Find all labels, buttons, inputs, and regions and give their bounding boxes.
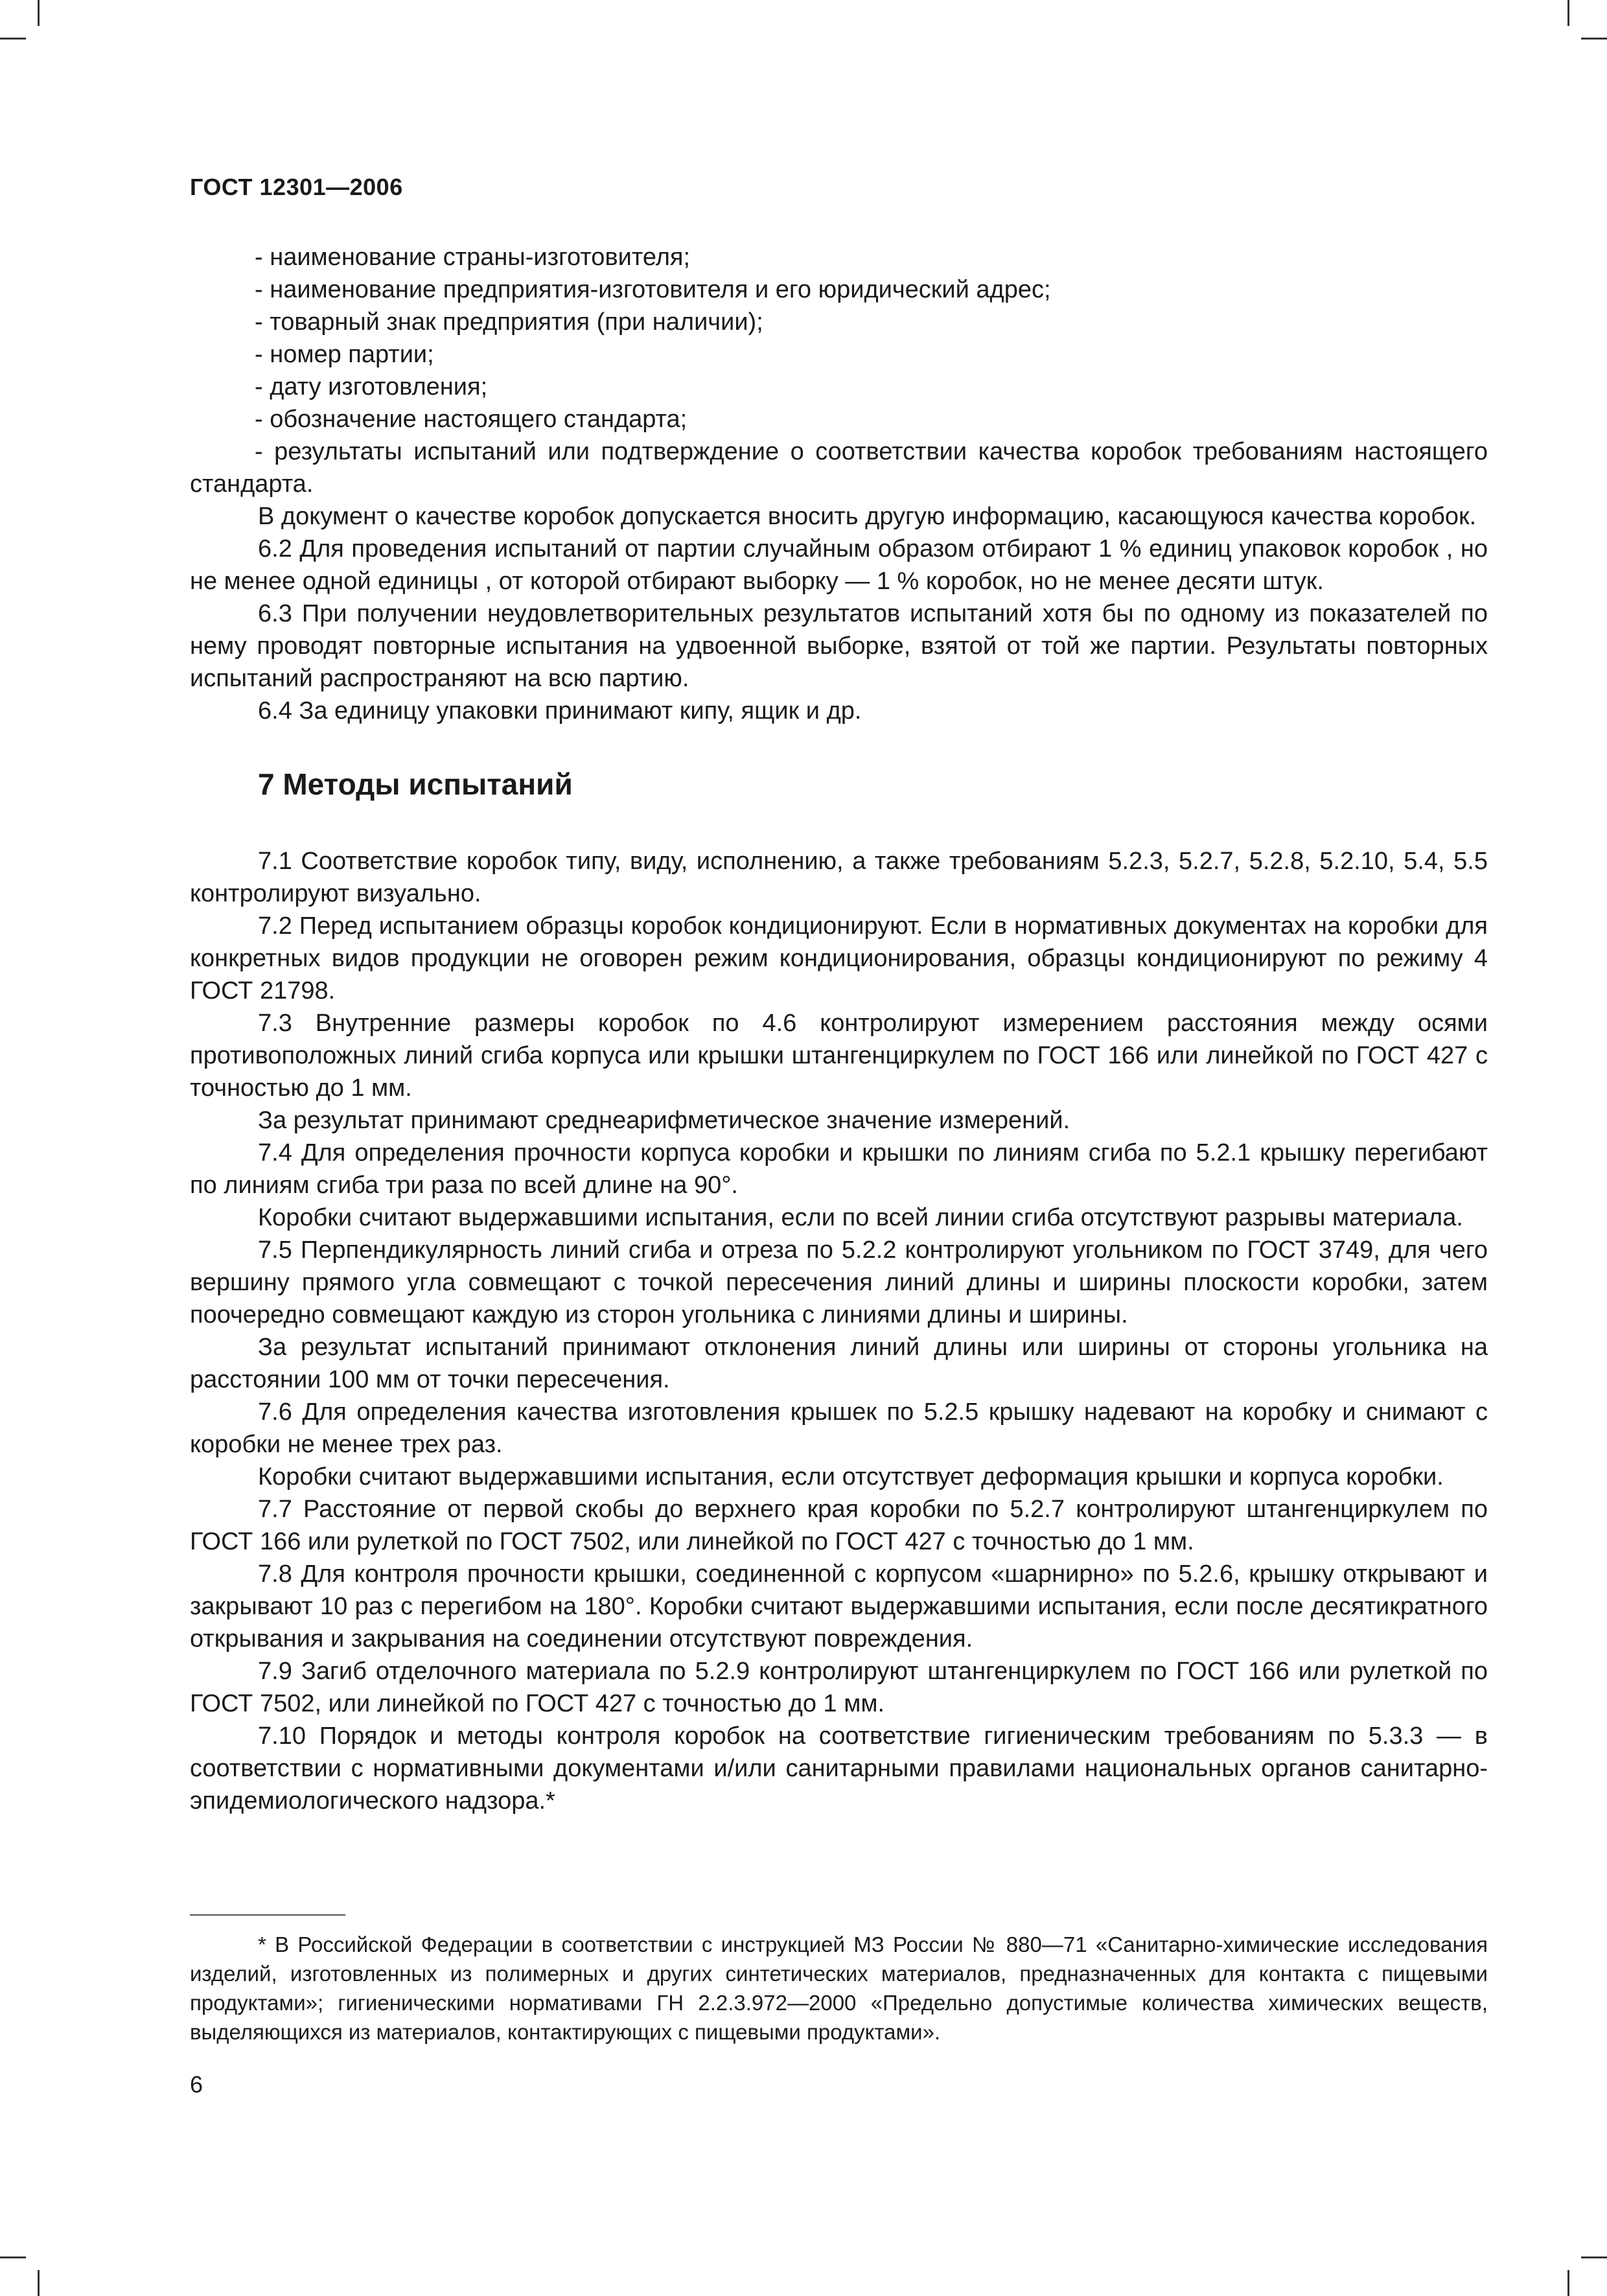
paragraph-7-7: 7.7 Расстояние от первой скобы до верхнего края коробки по 5.2.7 контролируют штангенциркулем по ГОСТ 166 или рулеткой по ГОСТ 7502, или линейкой по ГОСТ 427 с точностью до 1 мм. xyxy=(190,1496,1488,1555)
paragraph-7-1: 7.1 Соответствие коробок типу, виду, исполнению, а также требованиям 5.2.3, 5.2.7, 5.2.8, 5.2.10, 5.4, 5.5 контролируют визуально. xyxy=(190,848,1488,907)
crop-mark-top-right xyxy=(1567,0,1569,26)
paragraph: В документ о качестве коробок допускается вносить другую информацию, касающуюся качества коробок. xyxy=(258,503,1477,530)
paragraph: Коробки считают выдержавшими испытания, если отсутствует деформация крышки и корпуса коробки. xyxy=(258,1463,1444,1490)
paragraph: За результат испытаний принимают отклонения линий длины или ширины от стороны угольника на расстоянии 100 мм от точки пересечения. xyxy=(190,1334,1488,1393)
section-title: 7 Методы испытаний xyxy=(258,767,573,801)
paragraph: За результат принимают среднеарифметическое значение измерений. xyxy=(258,1107,1070,1134)
paragraph-7-4: 7.4 Для определения прочности корпуса коробки и крышки по линиям сгиба по 5.2.1 крышку перегибают по линиям сгиба три раза по всей длине на 90°. xyxy=(190,1139,1488,1199)
paragraph-7-5: 7.5 Перпендикулярность линий сгиба и отреза по 5.2.2 контролируют угольником по ГОСТ 3749, для чего вершину прямого угла совмещают с точкой пересечения линий длины и ширины плоскости коробки, затем поочередно совмещают каждую из сторон угольника с линиями длины и ширины. xyxy=(190,1236,1488,1328)
crop-mark-top-left xyxy=(38,0,40,26)
list-item: - наименование страны-изготовителя; xyxy=(255,244,691,271)
page-number: 6 xyxy=(190,2071,203,2098)
paragraph: Коробки считают выдержавшими испытания, если по всей линии сгиба отсутствуют разрывы материала. xyxy=(258,1204,1463,1231)
list-item: - результаты испытаний или подтверждение о соответствии качества коробок требованиям настоящего стандарта. xyxy=(190,438,1488,498)
list-item: - дату изготовления; xyxy=(255,373,488,400)
crop-mark-top-left-h xyxy=(0,38,26,40)
paragraph-6-4: 6.4 За единицу упаковки принимают кипу, ящик и др. xyxy=(258,697,862,725)
paragraph-7-8: 7.8 Для контроля прочности крышки, соединенной с корпусом «шарнирно» по 5.2.6, крышку открывают и закрывают 10 раз с перегибом на 180°. Коробки считают выдержавшими испытания, если после десятикратного открывания и закрывания на соединении отсутствуют повреждения. xyxy=(190,1560,1488,1652)
crop-mark-top-right-h xyxy=(1581,38,1607,40)
paragraph-7-3: 7.3 Внутренние размеры коробок по 4.6 контролируют измерением расстояния между осями противоположных линий сгиба корпуса или крышки штангенциркулем по ГОСТ 166 или линейкой по ГОСТ 427 с точностью до 1 мм. xyxy=(190,1010,1488,1102)
document-body xyxy=(190,241,1488,1817)
paragraph-7-10: 7.10 Порядок и методы контроля коробок на соответствие гигиеническим требованиям по 5.3.3 — в соответствии с нормативными документами и/или санитарными правилами национальных органов санитарно-эпидемиологического надзора.* xyxy=(190,1722,1488,1815)
footnote: * В Российской Федерации в соответствии с инструкцией МЗ России № 880—71 «Санитарно-химические исследования изделий, изготовленных из полимерных и других синтетических материалов, предназначенных для контакта с пищевыми продуктами»; гигиеническими нормативами ГН 2.2.3.972—2000 «Предельно допустимые количества химических веществ, выделяющихся из материалов, контактирующих с пищевыми продуктами». xyxy=(190,1932,1488,2044)
paragraph-7-2: 7.2 Перед испытанием образцы коробок кондиционируют. Если в нормативных документах на коробки для конкретных видов продукции не оговорен режим кондиционирования, образцы кондиционируют по режиму 4 ГОСТ 21798. xyxy=(190,912,1488,1004)
paragraph-6-3: 6.3 При получении неудовлетворительных результатов испытаний хотя бы по одному из показателей по нему проводят повторные испытания на удвоенной выборке, взятой от той же партии. Результаты повторных испытаний распространяют на всю партию. xyxy=(190,600,1488,692)
crop-mark-bottom-left xyxy=(38,2270,40,2296)
list-item: - обозначение настоящего стандарта; xyxy=(255,406,688,433)
footnote-divider xyxy=(190,1914,345,1916)
paragraph-7-6: 7.6 Для определения качества изготовления крышек по 5.2.5 крышку надевают на коробку и снимают с коробки не менее трех раз. xyxy=(190,1398,1488,1458)
paragraph-7-9: 7.9 Загиб отделочного материала по 5.2.9 контролируют штангенциркулем по ГОСТ 166 или рулеткой по ГОСТ 7502, или линейкой по ГОСТ 427 с точностью до 1 мм. xyxy=(190,1658,1488,1717)
crop-mark-bottom-right xyxy=(1567,2270,1569,2296)
document-header: ГОСТ 12301—2006 xyxy=(190,174,403,200)
list-item: - наименование предприятия-изготовителя и его юридический адрес; xyxy=(255,276,1051,303)
crop-mark-bottom-right-h xyxy=(1581,2256,1607,2258)
list-item: - номер партии; xyxy=(255,341,434,368)
list-item: - товарный знак предприятия (при наличии); xyxy=(255,308,763,336)
paragraph-6-2: 6.2 Для проведения испытаний от партии случайным образом отбирают 1 % единиц упаковок коробок , но не менее одной единицы , от которой отбирают выборку — 1 % коробок, но не менее десяти штук. xyxy=(190,535,1488,595)
crop-mark-bottom-left-h xyxy=(0,2256,26,2258)
